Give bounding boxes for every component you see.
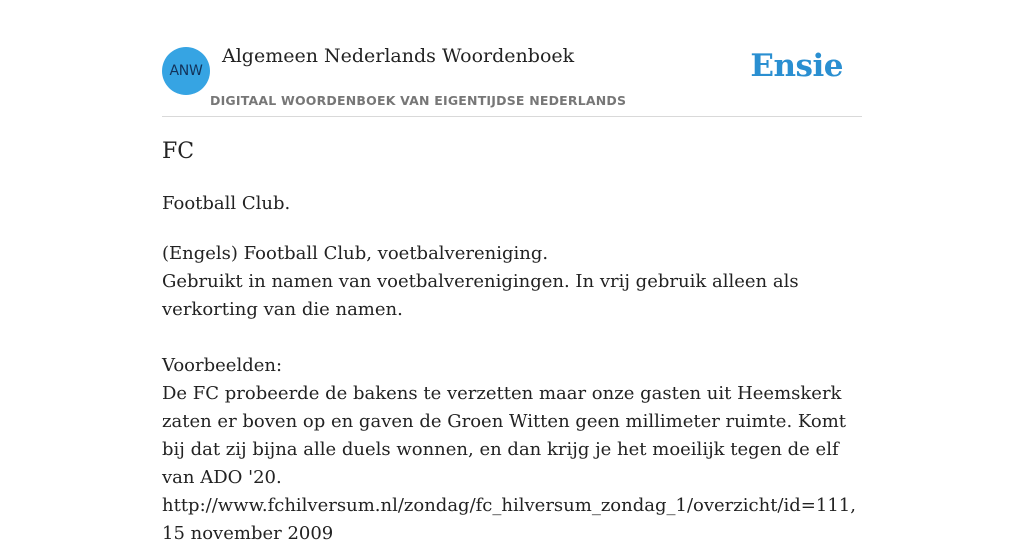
entry-headword: FC xyxy=(162,139,195,164)
ensie-brand-logo[interactable]: Ensie xyxy=(750,48,843,84)
entry-etymology: (Engels) Football Club, voetbalvereniging. xyxy=(162,243,549,264)
site-header xyxy=(162,0,862,117)
entry-usage: Gebruikt in namen van voetbalverenigingen. In vrij gebruik alleen als verkorting van die namen. xyxy=(162,271,799,320)
paragraph-spacer xyxy=(162,324,862,352)
entry-short-definition: Football Club. xyxy=(162,193,291,214)
example-source: http://www.fchilversum.nl/zondag/fc_hilversum_zondag_1/overzicht/id=111, 15 november 2009 xyxy=(162,495,856,544)
examples-label: Voorbeelden: xyxy=(162,355,283,376)
site-subtitle: DIGITAAL WOORDENBOEK VAN EIGENTIJDSE NEDERLANDS xyxy=(210,93,627,108)
site-title[interactable]: Algemeen Nederlands Woordenboek xyxy=(222,45,575,67)
page-container xyxy=(162,0,862,544)
anw-logo[interactable]: ANW xyxy=(162,47,210,95)
entry-body xyxy=(162,240,862,548)
example-text: De FC probeerde de bakens te verzetten maar onze gasten uit Heemskerk zaten er boven op en gaven de Groen Witten geen millimeter ruimte. Komt bij dat zij bijna alle duels wonnen, en dan krijg je het moeilijk tegen de elf van ADO '20. xyxy=(162,383,847,488)
